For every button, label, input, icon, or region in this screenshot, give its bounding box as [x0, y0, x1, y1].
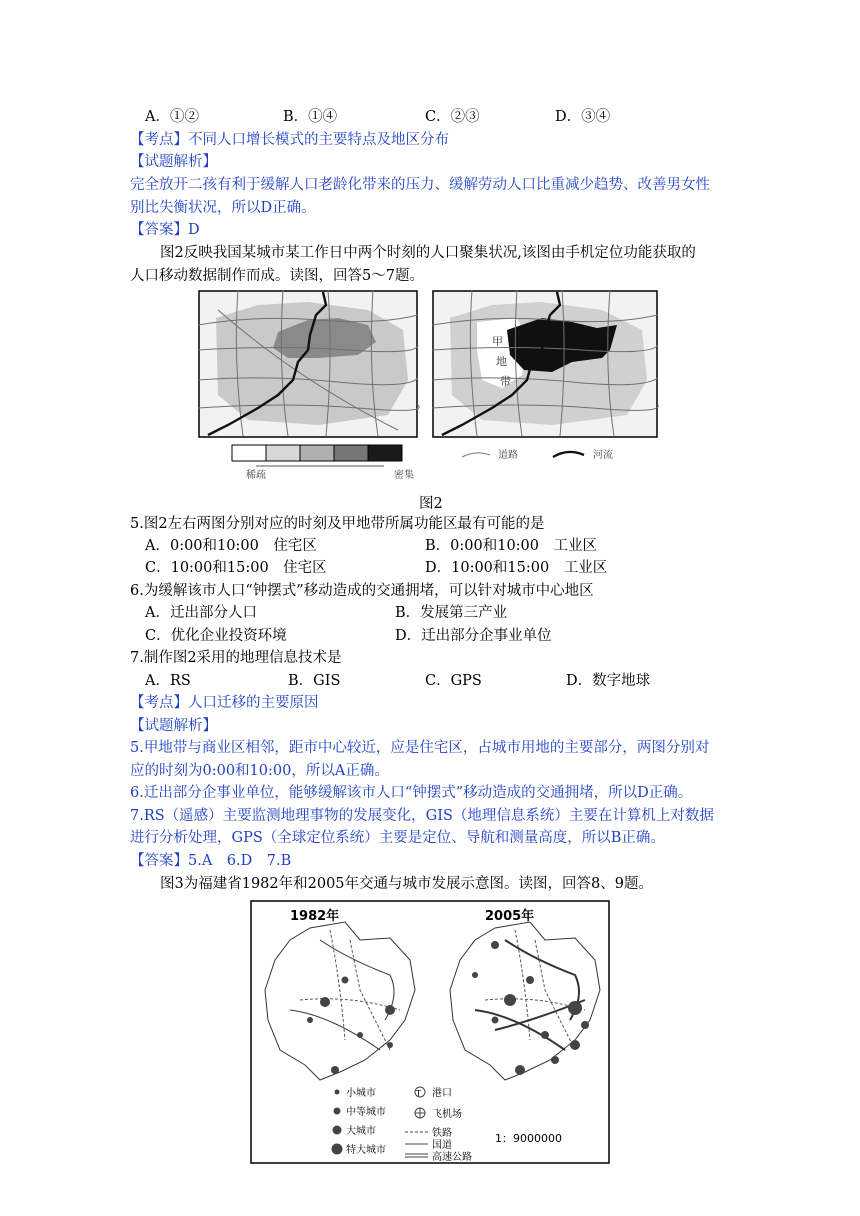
fig3-legend-airport: 飞机场	[432, 1109, 462, 1120]
q5-option-b: B．0:00和10:00 工业区	[425, 538, 598, 554]
q57-jiexi-line4: 7.RS（遥感）主要监测地理事物的发展变化，GIS（地理信息系统）主要在计算机上对数据	[130, 808, 714, 824]
q7-option-a: A．RS	[145, 673, 191, 689]
q4-option-a: A．①②	[145, 109, 199, 125]
fig2-left-map	[198, 290, 419, 437]
q4-kaodian: 【考点】不同人口增长模式的主要特点及地区分布	[130, 132, 449, 148]
fig2-legend-river: 河流	[593, 450, 613, 461]
q7-option-b: B．GIS	[288, 673, 341, 689]
fig2-caption: 图2	[419, 496, 443, 512]
fig2-density-legend	[232, 445, 414, 481]
fig3-year-left: 1982年	[290, 909, 340, 924]
q5-stem: 5.图2左右两图分别对应的时刻及甲地带所属功能区最有可能的是	[130, 516, 545, 532]
q6-option-d: D．迁出部分企事业单位	[395, 628, 552, 644]
fig2-legend-road: 道路	[498, 450, 518, 461]
fig3-legend-large-city: 大城市	[346, 1126, 376, 1137]
q57-jiexi-line2: 应的时刻为0:00和10:00，所以A正确。	[130, 763, 389, 779]
fig3-legend-port: 港口	[432, 1088, 452, 1099]
q57-jiexi-line5: 进行分析处理，GPS（全球定位系统）主要是定位、导航和测量高度，所以B正确。	[130, 830, 665, 846]
q4-jiexi-label: 【试题解析】	[130, 154, 217, 170]
q4-option-c: C．②③	[425, 109, 480, 125]
figure-2-maps	[198, 290, 660, 482]
q4-answer: 【答案】D	[130, 222, 200, 238]
fig2-label-di: 地	[496, 355, 507, 368]
fig3-intro: 图3为福建省1982年和2005年交通与城市发展示意图。读图，回答8、9题。	[160, 876, 653, 892]
fig3-legend-railway: 铁路	[432, 1128, 452, 1139]
q7-option-d: D．数字地球	[566, 673, 651, 689]
q5-option-a: A．0:00和10:00 住宅区	[145, 538, 317, 554]
fig3-legend-national-road: 国道	[432, 1140, 452, 1151]
q4-option-d: D．③④	[555, 109, 611, 125]
fig2-label-dai: 带	[500, 375, 511, 388]
q4-option-b: B．①④	[283, 109, 338, 125]
fig2-intro-line2: 人口移动数据制作而成。读图，回答5～7题。	[130, 268, 424, 284]
fig2-line-legend	[462, 448, 613, 461]
q4-jiexi-line2: 别比失衡状况，所以D正确。	[130, 200, 316, 216]
svg-text:T: T	[416, 1089, 421, 1098]
fig2-intro-line1: 图2反映我国某城市某工作日中两个时刻的人口聚集状况,该图由手机定位功能获取的	[160, 245, 696, 261]
q6-option-c: C．优化企业投资环境	[145, 628, 287, 644]
q57-kaodian: 【考点】人口迁移的主要原因	[130, 695, 319, 711]
fig3-legend-small-city: 小城市	[346, 1088, 376, 1099]
q5-option-c: C．10:00和15:00 住宅区	[145, 560, 327, 576]
q57-answer: 【答案】5.A 6.D 7.B	[130, 853, 292, 869]
fig2-legend-dense: 密集	[394, 470, 414, 481]
q7-option-c: C．GPS	[425, 673, 482, 689]
q4-jiexi-line1: 完全放开二孩有利于缓解人口老龄化带来的压力、缓解劳动人口比重减少趋势、改善男女性	[130, 177, 710, 193]
q57-jiexi-line3: 6.迁出部分企事业单位，能够缓解该市人口“钟摆式”移动造成的交通拥堵，所以D正确。	[130, 785, 693, 801]
fig2-label-jia: 甲	[492, 335, 503, 348]
fig3-legend-expressway: 高速公路	[432, 1152, 472, 1163]
figure-3-maps	[250, 900, 610, 1164]
fig2-right-map	[432, 290, 658, 437]
q57-jiexi-label: 【试题解析】	[130, 718, 217, 734]
q6-option-b: B．发展第三产业	[395, 605, 508, 621]
fig3-legend-medium-city: 中等城市	[346, 1107, 386, 1118]
fig3-year-right: 2005年	[485, 909, 535, 924]
q6-stem: 6.为缓解该市人口“钟摆式”移动造成的交通拥堵，可以针对城市中心地区	[130, 583, 594, 599]
q7-stem: 7.制作图2采用的地理信息技术是	[130, 650, 342, 666]
q6-option-a: A．迁出部分人口	[145, 605, 257, 621]
fig3-scale: 1：9000000	[495, 1132, 562, 1145]
q5-option-d: D．10:00和15:00 工业区	[425, 560, 608, 576]
fig3-legend-mega-city: 特大城市	[346, 1145, 386, 1156]
fig2-legend-sparse: 稀疏	[246, 470, 266, 481]
q57-jiexi-line1: 5.甲地带与商业区相邻，距市中心较近，应是住宅区，占城市用地的主要部分，两图分别对	[130, 740, 710, 756]
